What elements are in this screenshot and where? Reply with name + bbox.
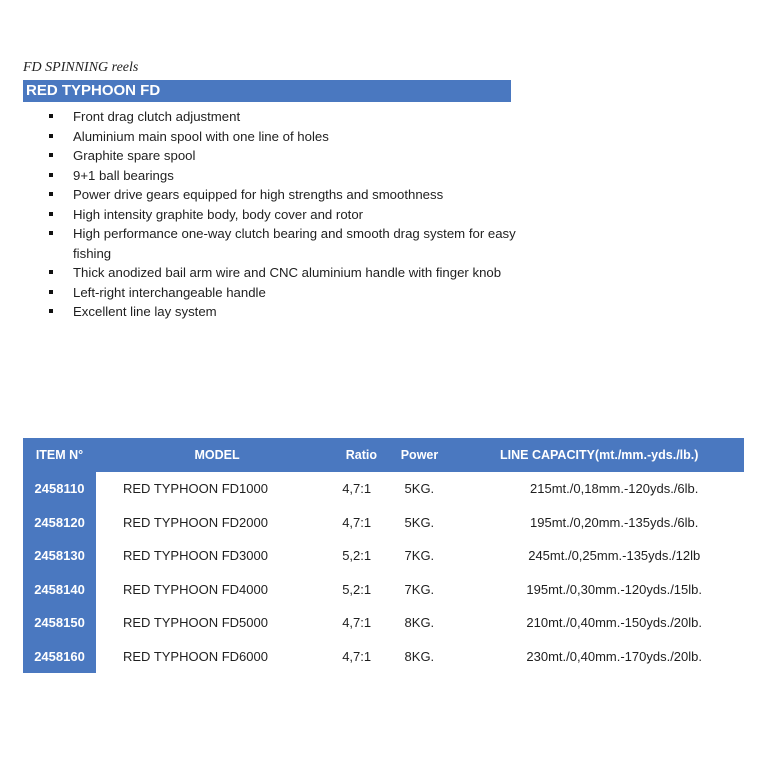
table-row: [23, 606, 744, 640]
item-number: 2458140: [23, 573, 96, 607]
feature-item: Excellent line lay system: [48, 302, 518, 322]
drag-power: 8KG.: [404, 615, 435, 631]
feature-item: High performance one-way clutch bearing and smooth drag system for easy fishing: [48, 224, 518, 263]
table-row: [23, 472, 744, 506]
spec-table: [23, 438, 744, 673]
line-capacity: 210mt./0,40mm.-150yds./20lb.: [526, 615, 702, 631]
product-title: RED TYPHOON FD: [23, 80, 511, 102]
line-capacity: 230mt./0,40mm.-170yds./20lb.: [526, 648, 702, 664]
drag-power: 5KG.: [404, 481, 435, 497]
feature-item: High intensity graphite body, body cover and rotor: [48, 205, 518, 225]
category-subtitle: FD SPINNING reels: [23, 60, 139, 75]
column-header-ratio: Ratio: [338, 438, 384, 472]
gear-ratio: 4,7:1: [342, 481, 372, 497]
item-number: 2458160: [23, 640, 96, 674]
feature-item: Left-right interchangeable handle: [48, 283, 518, 303]
column-header-power: Power: [385, 438, 455, 472]
gear-ratio: 4,7:1: [342, 615, 372, 631]
line-capacity: 195mt./0,30mm.-120yds./15lb.: [526, 581, 702, 597]
feature-item: Thick anodized bail arm wire and CNC aluminium handle with finger knob: [48, 263, 518, 283]
item-number: 2458130: [23, 539, 96, 573]
line-capacity: 195mt./0,20mm.-135yds./6lb.: [530, 514, 699, 530]
feature-list: [48, 107, 518, 322]
drag-power: 8KG.: [404, 648, 435, 664]
gear-ratio: 4,7:1: [342, 514, 372, 530]
item-number: 2458150: [23, 606, 96, 640]
gear-ratio: 5,2:1: [342, 581, 372, 597]
table-row: [23, 640, 744, 674]
line-capacity: 215mt./0,18mm.-120yds./6lb.: [530, 481, 699, 497]
drag-power: 7KG.: [404, 548, 435, 564]
line-capacity: 245mt./0,25mm.-135yds./12lb: [528, 548, 701, 564]
feature-item: Aluminium main spool with one line of holes: [48, 127, 518, 147]
gear-ratio: 4,7:1: [342, 648, 372, 664]
model-name: RED TYPHOON FD1000: [123, 481, 268, 497]
drag-power: 5KG.: [404, 514, 435, 530]
model-name: RED TYPHOON FD5000: [123, 615, 268, 631]
gear-ratio: 5,2:1: [342, 548, 372, 564]
item-number: 2458120: [23, 506, 96, 540]
feature-item: Power drive gears equipped for high strengths and smoothness: [48, 185, 518, 205]
model-name: RED TYPHOON FD3000: [123, 548, 268, 564]
model-name: RED TYPHOON FD2000: [123, 514, 268, 530]
feature-item: Front drag clutch adjustment: [48, 107, 518, 127]
column-header-model: MODEL: [96, 438, 338, 472]
table-row: [23, 506, 744, 540]
table-header-row: [23, 438, 744, 472]
feature-item: Graphite spare spool: [48, 146, 518, 166]
model-name: RED TYPHOON FD6000: [123, 648, 268, 664]
item-number: 2458110: [23, 472, 96, 506]
table-row: [23, 573, 744, 607]
column-header-item: ITEM N°: [23, 438, 96, 472]
column-header-capacity: LINE CAPACITY(mt./mm.-yds./lb.): [454, 438, 744, 472]
model-name: RED TYPHOON FD4000: [123, 581, 268, 597]
feature-item: 9+1 ball bearings: [48, 166, 518, 186]
drag-power: 7KG.: [404, 581, 435, 597]
table-row: [23, 539, 744, 573]
